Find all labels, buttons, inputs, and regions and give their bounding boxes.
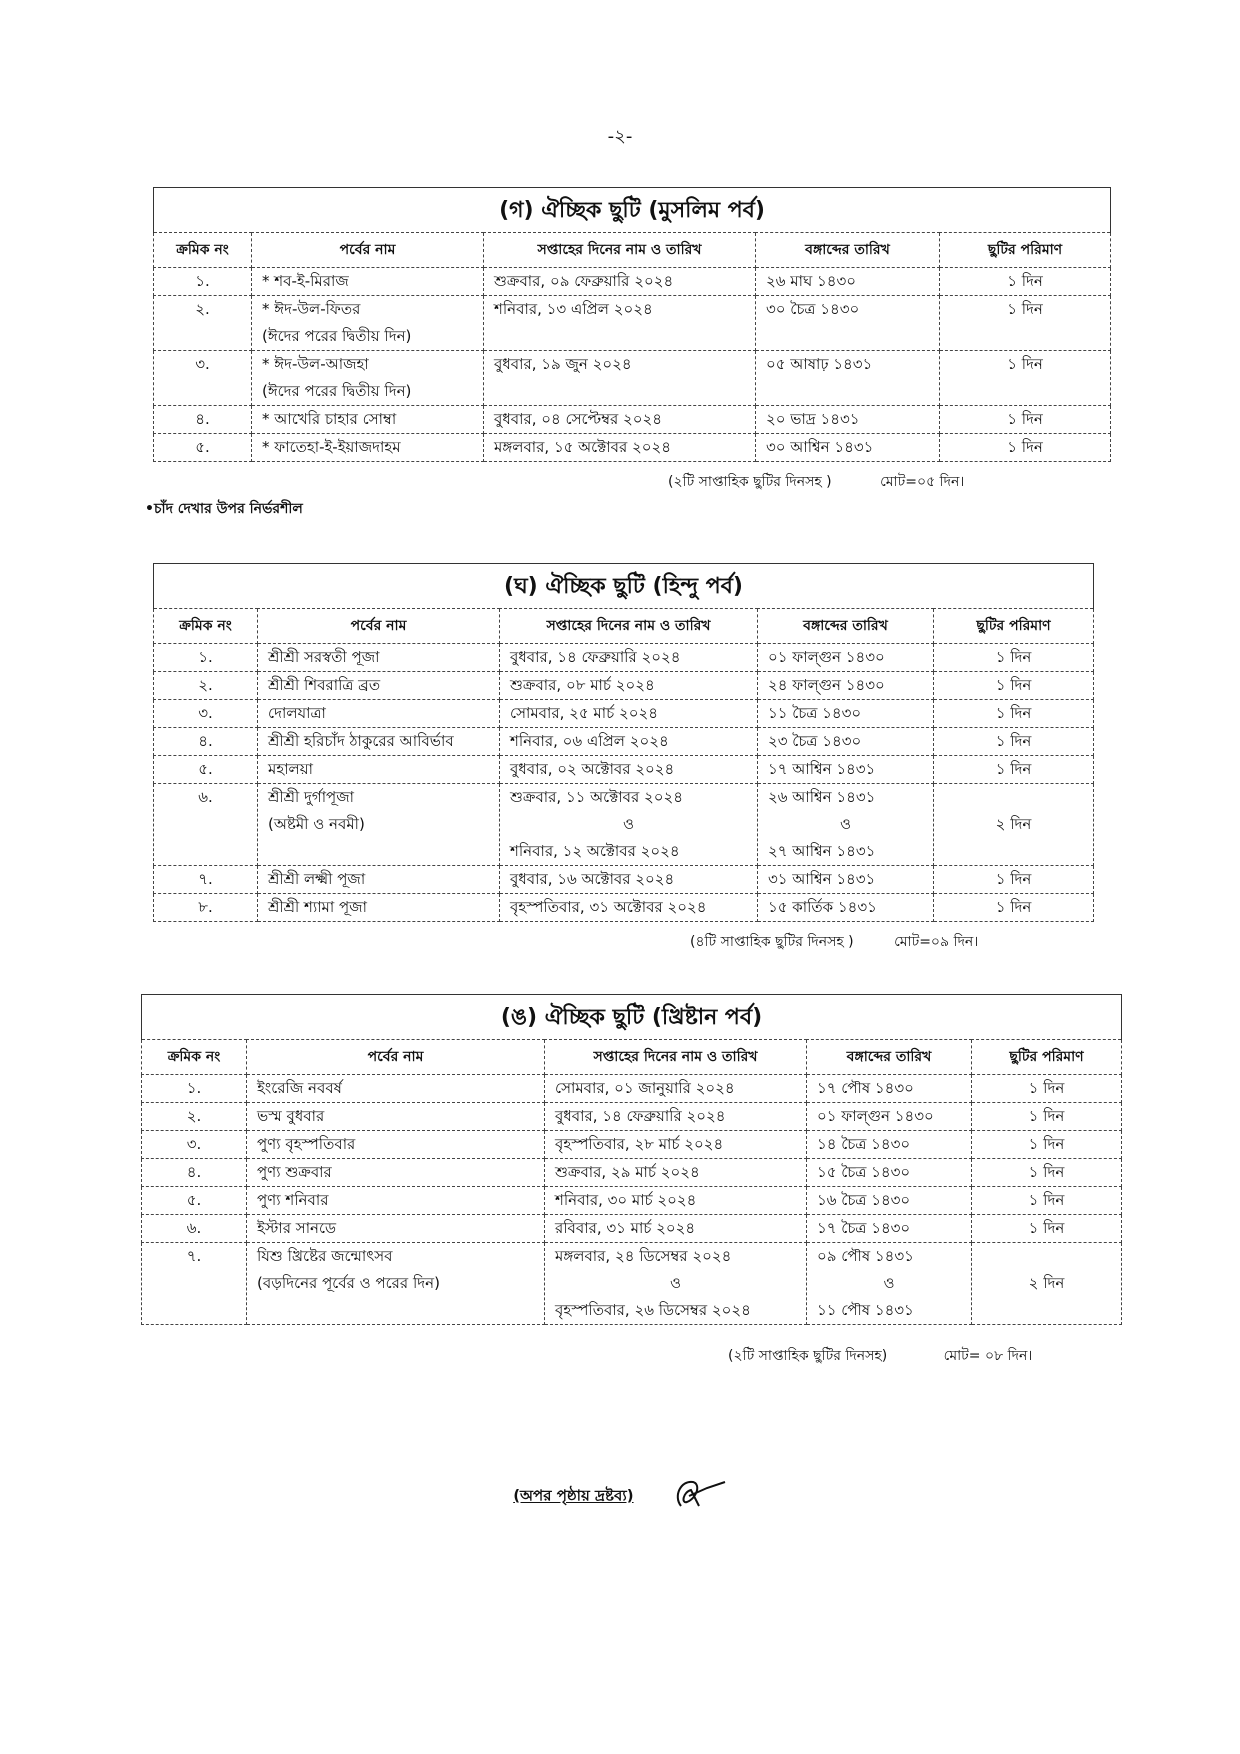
duration-cell: ১ দিন xyxy=(934,672,1094,700)
duration-cell: ১ দিন xyxy=(972,1187,1122,1215)
festival-name-cell xyxy=(258,644,500,672)
table-row xyxy=(142,1131,1122,1159)
table-row xyxy=(142,1215,1122,1243)
serial-cell: ৪. xyxy=(142,1159,247,1187)
festival-name-cell xyxy=(252,296,484,351)
muslim-footer xyxy=(668,470,964,494)
weekday-date-cell-line: শুক্রবার, ০৮ মার্চ ২০২৪ xyxy=(510,676,655,694)
serial-cell: ৩. xyxy=(154,700,258,728)
moon-sighting-note: •চাঁদ দেখার উপর নির্ভরশীল xyxy=(145,501,303,517)
weekday-date-cell xyxy=(484,406,756,434)
weekday-date-cell-line: বৃহস্পতিবার, ২৮ মার্চ ২০২৪ xyxy=(555,1135,724,1153)
bengali-date-cell-line: ২৪ ফাল্গুন ১৪৩০ xyxy=(768,676,885,694)
weekday-date-cell xyxy=(484,296,756,351)
muslim-footer-note: (২টি সাপ্তাহিক ছুটির দিনসহ ) xyxy=(668,474,832,490)
festival-name-cell xyxy=(258,672,500,700)
duration-cell: ১ দিন xyxy=(972,1131,1122,1159)
bengali-date-header: বঙ্গাব্দের তারিখ xyxy=(756,233,940,268)
serial-cell: ১. xyxy=(142,1075,247,1103)
weekday-date-cell-line: সোমবার, ০১ জানুয়ারি ২০২৪ xyxy=(555,1079,735,1097)
festival-name-cell-line: শ্রীশ্রী লক্ষ্মী পূজা xyxy=(268,870,366,888)
serial-cell: ২. xyxy=(154,672,258,700)
christian-holiday-section xyxy=(141,994,1121,1325)
bengali-date-cell-line: ১৭ আশ্বিন ১৪৩১ xyxy=(768,760,876,778)
bengali-date-cell-line: ০৫ আষাঢ় ১৪৩১ xyxy=(766,355,873,373)
bengali-date-cell xyxy=(758,672,934,700)
bengali-date-cell-line: ও xyxy=(883,1274,895,1292)
duration-cell: ২ দিন xyxy=(934,784,1094,866)
christian-footer-total: মোট= ০৮ দিন। xyxy=(943,1348,1033,1364)
table-row xyxy=(154,296,1111,351)
festival-name-cell xyxy=(252,406,484,434)
bengali-date-cell xyxy=(807,1103,972,1131)
duration-header: ছুটির পরিমাণ xyxy=(934,609,1094,644)
serial-cell: ৩. xyxy=(142,1131,247,1159)
duration-cell: ১ দিন xyxy=(940,296,1111,351)
bengali-date-cell-line: ০১ ফাল্গুন ১৪৩০ xyxy=(768,648,885,666)
bengali-date-cell xyxy=(756,268,940,296)
bengali-date-cell xyxy=(758,894,934,922)
bengali-date-cell xyxy=(758,728,934,756)
weekday-date-cell-line: বুধবার, ১৪ ফেব্রুয়ারি ২০২৪ xyxy=(555,1107,726,1125)
festival-name-header: পর্বের নাম xyxy=(252,233,484,268)
weekday-date-header: সপ্তাহের দিনের নাম ও তারিখ xyxy=(545,1040,807,1075)
festival-name-cell-line: ভস্ম বুধবার xyxy=(257,1107,325,1125)
festival-name-cell-line: শ্রীশ্রী হরিচাঁদ ঠাকুরের আবির্ভাব xyxy=(268,732,454,750)
christian-holiday-table xyxy=(141,994,1122,1325)
table-row xyxy=(142,1187,1122,1215)
weekday-date-header: সপ্তাহের দিনের নাম ও তারিখ xyxy=(484,233,756,268)
weekday-date-cell xyxy=(500,728,758,756)
duration-cell: ২ দিন xyxy=(972,1243,1122,1325)
serial-cell: ১. xyxy=(154,644,258,672)
table-row xyxy=(154,406,1111,434)
table-row xyxy=(154,268,1111,296)
weekday-date-cell-line: বৃহস্পতিবার, ২৬ ডিসেম্বর ২০২৪ xyxy=(555,1301,751,1319)
bengali-date-cell-line: ১৫ কার্তিক ১৪৩১ xyxy=(768,898,877,916)
festival-name-cell-line: শ্রীশ্রী দুর্গাপূজা xyxy=(268,788,354,806)
duration-cell: ১ দিন xyxy=(934,700,1094,728)
muslim-footer-total: মোট=০৫ দিন। xyxy=(880,474,965,490)
festival-name-cell xyxy=(258,866,500,894)
bengali-date-header: বঙ্গাব্দের তারিখ xyxy=(758,609,934,644)
weekday-date-cell xyxy=(545,1075,807,1103)
bengali-date-cell-line: ৩০ আশ্বিন ১৪৩১ xyxy=(766,438,874,456)
festival-name-cell-line: পুণ্য শনিবার xyxy=(257,1191,329,1209)
serial-cell: ৫. xyxy=(154,434,252,462)
table-header-row xyxy=(142,1040,1122,1075)
bengali-date-cell-line: ও xyxy=(839,815,852,833)
festival-name-header: পর্বের নাম xyxy=(258,609,500,644)
bengali-date-cell xyxy=(758,644,934,672)
hindu-footer-total: মোট=০৯ দিন। xyxy=(894,934,979,950)
weekday-date-cell-line: সোমবার, ২৫ মার্চ ২০২৪ xyxy=(510,704,658,722)
festival-name-cell-line: * আখেরি চাহার সোম্বা xyxy=(262,410,397,428)
festival-name-cell xyxy=(247,1075,545,1103)
duration-cell: ১ দিন xyxy=(940,351,1111,406)
duration-cell: ১ দিন xyxy=(934,644,1094,672)
table-row xyxy=(142,1243,1122,1325)
weekday-date-cell xyxy=(484,351,756,406)
festival-name-cell-line: * ফাতেহা-ই-ইয়াজদাহম xyxy=(262,438,401,456)
bengali-date-cell xyxy=(756,296,940,351)
weekday-date-cell xyxy=(545,1103,807,1131)
weekday-date-cell-line: বুধবার, ০২ অক্টোবর ২০২৪ xyxy=(510,760,675,778)
hindu-footer-note: (৪টি সাপ্তাহিক ছুটির দিনসহ ) xyxy=(690,934,854,950)
bengali-date-cell-line: ১৭ চৈত্র ১৪৩০ xyxy=(817,1219,911,1237)
bengali-date-cell-line: ২৩ চৈত্র ১৪৩০ xyxy=(768,732,862,750)
serial-cell: ৭. xyxy=(142,1243,247,1325)
table-row xyxy=(142,1159,1122,1187)
serial-cell: ৭. xyxy=(154,866,258,894)
bengali-date-cell xyxy=(758,756,934,784)
festival-name-cell-line: (ঈদের পরের দ্বিতীয় দিন) xyxy=(262,327,412,345)
festival-name-cell xyxy=(258,728,500,756)
weekday-date-cell-line: শনিবার, ৩০ মার্চ ২০২৪ xyxy=(555,1191,697,1209)
festival-name-cell xyxy=(247,1187,545,1215)
serial-header: ক্রমিক নং xyxy=(154,609,258,644)
weekday-date-cell xyxy=(500,756,758,784)
muslim-holiday-section xyxy=(153,187,1110,462)
duration-header: ছুটির পরিমাণ xyxy=(972,1040,1122,1075)
bengali-date-cell xyxy=(807,1075,972,1103)
weekday-date-cell-line: শনিবার, ১৩ এপ্রিল ২০২৪ xyxy=(494,300,653,318)
festival-name-cell xyxy=(247,1215,545,1243)
table-header-row xyxy=(154,609,1094,644)
table-row xyxy=(154,894,1094,922)
bengali-date-cell-line: ০১ ফাল্গুন ১৪৩০ xyxy=(817,1107,934,1125)
bengali-date-cell xyxy=(758,784,934,866)
bengali-date-cell xyxy=(807,1131,972,1159)
duration-cell: ১ দিন xyxy=(940,268,1111,296)
weekday-date-cell-line: ও xyxy=(669,1274,682,1292)
festival-name-cell xyxy=(247,1243,545,1325)
bengali-date-header: বঙ্গাব্দের তারিখ xyxy=(807,1040,972,1075)
weekday-date-cell-line: বুধবার, ১৯ জুন ২০২৪ xyxy=(494,355,632,373)
duration-cell: ১ দিন xyxy=(934,728,1094,756)
bengali-date-cell xyxy=(756,351,940,406)
table-row xyxy=(154,351,1111,406)
serial-cell: ১. xyxy=(154,268,252,296)
weekday-date-cell-line: বুধবার, ০৪ সেপ্টেম্বর ২০২৪ xyxy=(494,410,663,428)
festival-name-cell xyxy=(247,1131,545,1159)
continued-note xyxy=(0,1476,1240,1516)
hindu-holiday-section xyxy=(153,563,1093,922)
weekday-date-cell xyxy=(545,1243,807,1325)
table-row xyxy=(142,1075,1122,1103)
weekday-date-cell xyxy=(545,1131,807,1159)
serial-cell: ৮. xyxy=(154,894,258,922)
festival-name-cell xyxy=(247,1103,545,1131)
weekday-date-cell-line: রবিবার, ৩১ মার্চ ২০২৪ xyxy=(555,1219,696,1237)
bengali-date-cell-line: ৩০ চৈত্র ১৪৩০ xyxy=(766,300,860,318)
serial-cell: ৪. xyxy=(154,728,258,756)
hindu-holiday-table xyxy=(153,563,1094,922)
festival-name-cell-line: ইস্টার সানডে xyxy=(257,1219,337,1237)
weekday-date-cell xyxy=(500,894,758,922)
festival-name-cell-line: (অষ্টমী ও নবমী) xyxy=(268,815,365,833)
table-header-row xyxy=(154,233,1111,268)
table-row xyxy=(154,644,1094,672)
bengali-date-cell-line: ০৯ পৌষ ১৪৩১ xyxy=(817,1247,914,1265)
festival-name-cell-line: শ্রীশ্রী শিবরাত্রি ব্রত xyxy=(268,676,381,694)
festival-name-cell-line: দোলযাত্রা xyxy=(268,704,326,722)
hindu-table-title: (ঘ) ঐচ্ছিক ছুটি (হিন্দু পর্ব) xyxy=(154,564,1094,609)
table-row xyxy=(154,700,1094,728)
serial-cell: ৫. xyxy=(154,756,258,784)
duration-cell: ১ দিন xyxy=(972,1103,1122,1131)
festival-name-cell-line: যিশু খ্রিষ্টের জন্মোৎসব xyxy=(257,1247,393,1265)
festival-name-cell xyxy=(247,1159,545,1187)
bengali-date-cell xyxy=(807,1159,972,1187)
duration-cell: ১ দিন xyxy=(972,1159,1122,1187)
bengali-date-cell-line: ২৬ মাঘ ১৪৩০ xyxy=(766,272,856,290)
weekday-date-cell-line: শনিবার, ০৬ এপ্রিল ২০২৪ xyxy=(510,732,669,750)
festival-name-cell-line: (বড়দিনের পূর্বের ও পরের দিন) xyxy=(257,1274,440,1292)
festival-name-cell-line: * ঈদ-উল-আজহা xyxy=(262,355,369,373)
muslim-table-title: (গ) ঐচ্ছিক ছুটি (মুসলিম পর্ব) xyxy=(154,188,1111,233)
bengali-date-cell-line: ১৬ চৈত্র ১৪৩০ xyxy=(817,1191,911,1209)
weekday-date-cell-line: মঙ্গলবার, ২৪ ডিসেম্বর ২০২৪ xyxy=(555,1247,732,1265)
table-row xyxy=(154,728,1094,756)
festival-name-cell xyxy=(258,894,500,922)
hindu-footer xyxy=(690,930,978,954)
table-row xyxy=(154,866,1094,894)
weekday-date-cell xyxy=(500,700,758,728)
weekday-date-cell-line: মঙ্গলবার, ১৫ অক্টোবর ২০২৪ xyxy=(494,438,671,456)
weekday-date-cell-line: বুধবার, ১৪ ফেব্রুয়ারি ২০২৪ xyxy=(510,648,681,666)
festival-name-cell-line: * শব-ই-মিরাজ xyxy=(262,272,349,290)
weekday-date-cell xyxy=(500,866,758,894)
table-row xyxy=(154,784,1094,866)
serial-cell: ৩. xyxy=(154,351,252,406)
duration-cell: ১ দিন xyxy=(934,866,1094,894)
festival-name-cell-line: ইংরেজি নববর্ষ xyxy=(257,1079,342,1097)
bengali-date-cell-line: ১৭ পৌষ ১৪৩০ xyxy=(817,1079,914,1097)
duration-cell: ১ দিন xyxy=(940,406,1111,434)
serial-cell: ৬. xyxy=(154,784,258,866)
festival-name-cell xyxy=(252,434,484,462)
bengali-date-cell xyxy=(756,434,940,462)
serial-header: ক্রমিক নং xyxy=(142,1040,247,1075)
festival-name-cell xyxy=(258,784,500,866)
festival-name-cell xyxy=(258,756,500,784)
festival-name-cell xyxy=(252,351,484,406)
bengali-date-cell-line: ১১ পৌষ ১৪৩১ xyxy=(817,1301,914,1319)
festival-name-cell-line: মহালয়া xyxy=(268,760,313,778)
festival-name-cell xyxy=(258,700,500,728)
weekday-date-cell-line: বুধবার, ১৬ অক্টোবর ২০২৪ xyxy=(510,870,675,888)
table-row xyxy=(154,756,1094,784)
festival-name-cell-line: পুণ্য শুক্রবার xyxy=(257,1163,332,1181)
bengali-date-cell-line: ১৪ চৈত্র ১৪৩০ xyxy=(817,1135,911,1153)
serial-cell: ৬. xyxy=(142,1215,247,1243)
weekday-date-cell xyxy=(545,1159,807,1187)
festival-name-header: পর্বের নাম xyxy=(247,1040,545,1075)
table-row xyxy=(154,434,1111,462)
serial-cell: ৫. xyxy=(142,1187,247,1215)
serial-cell: ২. xyxy=(154,296,252,351)
christian-footer xyxy=(728,1344,1032,1368)
weekday-date-cell xyxy=(545,1187,807,1215)
continued-text: (অপর পৃষ্ঠায় দ্রষ্টব্য) xyxy=(513,1486,634,1505)
table-row xyxy=(142,1103,1122,1131)
festival-name-cell-line: শ্রীশ্রী শ্যামা পূজা xyxy=(268,898,367,916)
bengali-date-cell-line: ৩১ আশ্বিন ১৪৩১ xyxy=(768,870,876,888)
serial-header: ক্রমিক নং xyxy=(154,233,252,268)
weekday-date-cell xyxy=(500,784,758,866)
bengali-date-cell xyxy=(756,406,940,434)
festival-name-cell-line: (ঈদের পরের দ্বিতীয় দিন) xyxy=(262,382,412,400)
muslim-holiday-table xyxy=(153,187,1111,462)
festival-name-cell-line: পুণ্য বৃহস্পতিবার xyxy=(257,1135,356,1153)
bengali-date-cell xyxy=(758,700,934,728)
weekday-date-cell xyxy=(500,644,758,672)
weekday-date-header: সপ্তাহের দিনের নাম ও তারিখ xyxy=(500,609,758,644)
duration-cell: ১ দিন xyxy=(972,1075,1122,1103)
weekday-date-cell-line: শনিবার, ১২ অক্টোবর ২০২৪ xyxy=(510,842,680,860)
weekday-date-cell xyxy=(484,268,756,296)
weekday-date-cell-line: ও xyxy=(622,815,635,833)
festival-name-cell-line: শ্রীশ্রী সরস্বতী পূজা xyxy=(268,648,380,666)
weekday-date-cell xyxy=(500,672,758,700)
weekday-date-cell-line: শুক্রবার, ১১ অক্টোবর ২০২৪ xyxy=(510,788,683,806)
bengali-date-cell-line: ২৭ আশ্বিন ১৪৩১ xyxy=(768,842,876,860)
signature-icon xyxy=(667,1476,727,1516)
bengali-date-cell xyxy=(807,1243,972,1325)
bengali-date-cell-line: ১৫ চৈত্র ১৪৩০ xyxy=(817,1163,911,1181)
page-number: -২- xyxy=(607,126,633,147)
bengali-date-cell-line: ১১ চৈত্র ১৪৩০ xyxy=(768,704,862,722)
christian-table-title: (ঙ) ঐচ্ছিক ছুটি (খ্রিষ্টান পর্ব) xyxy=(142,995,1122,1040)
festival-name-cell xyxy=(252,268,484,296)
duration-cell: ১ দিন xyxy=(972,1215,1122,1243)
weekday-date-cell xyxy=(545,1215,807,1243)
bengali-date-cell xyxy=(758,866,934,894)
weekday-date-cell xyxy=(484,434,756,462)
bengali-date-cell xyxy=(807,1215,972,1243)
duration-header: ছুটির পরিমাণ xyxy=(940,233,1111,268)
table-row xyxy=(154,672,1094,700)
weekday-date-cell-line: শুক্রবার, ২৯ মার্চ ২০২৪ xyxy=(555,1163,700,1181)
bengali-date-cell-line: ২৬ আশ্বিন ১৪৩১ xyxy=(768,788,876,806)
bengali-date-cell-line: ২০ ভাদ্র ১৪৩১ xyxy=(766,410,860,428)
duration-cell: ১ দিন xyxy=(934,894,1094,922)
duration-cell: ১ দিন xyxy=(934,756,1094,784)
weekday-date-cell-line: বৃহস্পতিবার, ৩১ অক্টোবর ২০২৪ xyxy=(510,898,707,916)
festival-name-cell-line: * ঈদ-উল-ফিতর xyxy=(262,300,361,318)
serial-cell: ২. xyxy=(142,1103,247,1131)
duration-cell: ১ দিন xyxy=(940,434,1111,462)
weekday-date-cell-line: শুক্রবার, ০৯ ফেব্রুয়ারি ২০২৪ xyxy=(494,272,674,290)
serial-cell: ৪. xyxy=(154,406,252,434)
christian-footer-note: (২টি সাপ্তাহিক ছুটির দিনসহ) xyxy=(728,1348,888,1364)
bengali-date-cell xyxy=(807,1187,972,1215)
